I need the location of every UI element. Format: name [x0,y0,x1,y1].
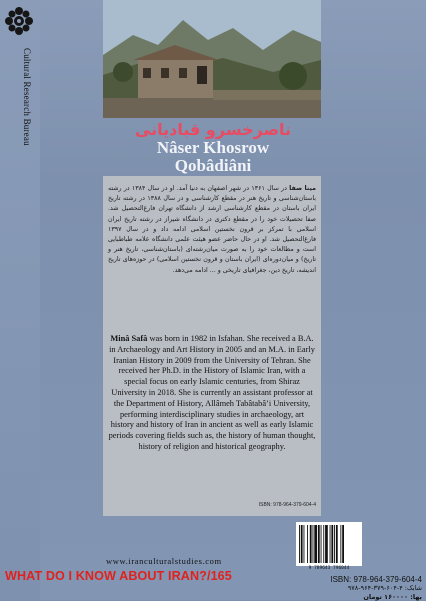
publisher-name: Cultural Research Bureau [22,48,32,146]
price: بها: ۱۶۰۰۰۰ تومان [363,593,422,601]
author-bio-english [108,334,316,453]
barcode [296,522,362,566]
cover-photo [103,0,321,118]
book-title-latin-line1: Nâser Khosrow [156,138,270,157]
author-bio-persian [108,184,316,276]
author-name-persian: مینا صفا [289,185,316,192]
isbn-label: ISBN: 978-964-379-604-4 [330,575,422,584]
website-link[interactable]: www.iranculturalstudies.com [106,556,222,566]
barcode-number: 9 789643 796044 [308,566,350,571]
series-title: WHAT DO I KNOW ABOUT IRAN?/165 [5,569,232,583]
author-bio-english-body: was born in 1982 in Isfahan. She received a B.A. in Archaeology and Art History in 2005 and an M.A. in Early Iranian History in 2009 from the University of Tehran. She received her Ph.D. in the History of Islamic Iran, with a special focus on early Islamic centuries, from Shiraz University in 2018. She is currently an assistant professor at the Department of History, Allâmeh Tabâtabâ’i University, performing interdisciplinary studies in archaeology, art history and history of Iran in ancient as well as early Islamic periods covering fields such as, the history of human thought, history of religion and historical geography. [108,334,316,451]
isbn-small: ISBN: 978-964-379-604-4 [258,502,316,508]
ornamental-emblem-icon [4,6,34,36]
book-title-latin-line2: Qobâdiâni [174,156,252,175]
author-name-english: Minâ Safâ [110,334,148,343]
isbn-persian: شابک: ۴-۶۰۴-۳۷۹-۹۶۴-۹۷۸ [347,584,422,592]
author-bio-persian-body: در سال ۱۳۶۱ در شهر اصفهان به دنیا آمد. او در سال ۱۳۸۴ در رشته باستان‌شناسی و تاریخ هنر در مقطع کارشناسی و در سال ۱۳۸۸ در رشته تاریخ ایران باستان در مقطع کارشناسی ارشد از دانشگاه تهران فارغ‌التحصیل شد. صفا تحصیلات خود را در مقطع دکتری در دانشگاه شیراز در رشته تاریخ ایران اسلامی با تمرکز بر قرون نخستین اسلامی ادامه داد و در سال ۱۳۹۷ فارغ‌التحصیل شد. او در حال حاضر عضو هیئت علمی دانشگاه علامه طباطبایی است و مطالعات خود را به صورت میان‌رشته‌ای (باستان‌شناسی، تاریخ هنر و تاریخ) و میان‌دوره‌ای (ایران باستان و قرون نخستین اسلامی) در حوزه‌های تاریخ اندیشه، تاریخ دین، جغرافیای تاریخی و ... ادامه می‌دهد. [108,185,316,274]
book-title-persian: ناصرخسرو قبادیانی [134,120,292,139]
